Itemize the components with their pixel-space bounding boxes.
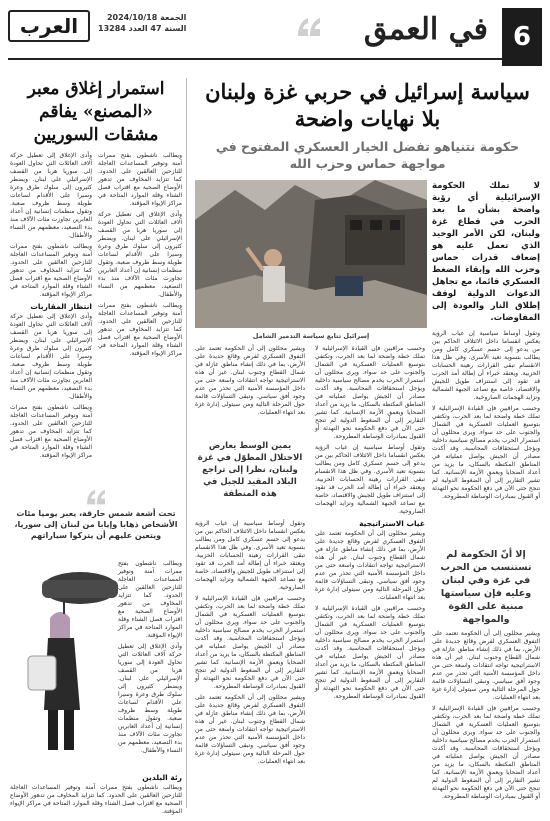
column-text: وتقول أوساط سياسية إن غياب الرؤية يعكس انقساما داخل الائتلاف الحاكم بين من يدعو إلى حسم عسكري كامل ومن يطالب بتسوية تعيد الأسرى. وفي ظل هذا الانقسام تبقى القرارات رهينة الحسابات الحزبية. ويعتقد خبراء أن إطالة أمد الحرب قد تقود إلى استنزاف طويل للجيش والاقتصاد، خاصة مع تصاعد الجبهة الشمالية وتزايد الهجمات الصاروخية. (195, 520, 305, 591)
issue-line: السنة 47 العدد 13284 (98, 24, 187, 33)
pull-quote-text: تحت أشعة شمس حارقة، يعبر يوميا مئات الأشخاص ذهابا وإيابا من لبنان إلى سوريا، ويتعين عليهم أن يتركوا سياراتهم (14, 509, 178, 540)
main-subtitle: حكومة نتنياهو تفضل الخيار العسكري المفتوح في مواجهة حماس وحزب الله (215, 139, 520, 171)
column-text: ويشير محللون إلى أن الحكومة تعتمد على التفوق العسكري لفرض وقائع جديدة على الأرض، بما في ذلك إنشاء مناطق عازلة في شمال القطاع وجنوب لبنان. غير أن هذه الاستراتيجية تواجه انتقادات واسعة حتى من داخل المؤسسة الأمنية التي تحذر من عدم وجود أفق سياسي. وتبقى التساؤلات قائمة حول المرحلة التالية ومن سيتولى إدارة غزة بعد انتهاء العمليات. (432, 630, 540, 701)
column-text: وأدى الإغلاق إلى تعطيل حركة آلاف العائلات التي تحاول العودة إلى سوريا هربا من القصف الإسرائيلي على لبنان. ويضطر كثيرون إلى سلوك طرق وعرة وسيرا على الأقدام لساعات طويلة وسط ظروف صعبة. وتقول منظمات إنسانية إن أعداد العابرين تجاوزت مئات الآلاف منذ بدء التصعيد، معظمهم من النساء والأطفال. (118, 643, 182, 754)
pull-quote (432, 548, 540, 626)
column-text: ويطالب ناشطون بفتح ممرات آمنة وتوفير المساعدات العاجلة للنازحين العالقين على الحدود. كما تتزايد المخاوف من تدهور الأوضاع الصحية مع اقتراب فصل الشتاء وقلة الموارد المتاحة في مراكز الإيواء المؤقتة. (10, 784, 182, 815)
date-line: الجمعة 2024/10/18 (106, 13, 187, 22)
newspaper-logo: العرب (8, 10, 90, 42)
article-photo (195, 180, 427, 328)
column-text: وحسب مراقبين فإن القيادة الإسرائيلية لا تملك خطة واضحة لما بعد الحرب، وتكتفي بتوسيع العمليات العسكرية في الشمال والجنوب على حد سواء. ويرى محللون أن استمرار الحرب يخدم مصالح سياسية داخلية ويؤجل استحقاقات المحاسبة. وقد أكدت مصادر أن الجيش يواصل عملياته في المناطق المكتظة بالسكان، ما يزيد من أعداد الضحايا ويعمق الأزمة الإنسانية. كما تشير التقارير إلى أن الضغوط الدولية لم تنجح حتى الآن في دفع الحكومة نحو التهدئة أو القبول بمبادرات الوساطة المطروحة. (315, 605, 425, 700)
pull-quote (10, 508, 182, 541)
column-text: ويشير محللون إلى أن الحكومة تعتمد على التفوق العسكري لفرض وقائع جديدة على الأرض، بما في ذلك إنشاء مناطق عازلة في شمال القطاع وجنوب لبنان. غير أن هذه الاستراتيجية تواجه انتقادات واسعة حتى من داخل المؤسسة الأمنية التي تحذر من عدم وجود أفق سياسي. وتبقى التساؤلات قائمة حول المرحلة التالية ومن سيتولى إدارة غزة بعد انتهاء العمليات. (195, 694, 305, 765)
column-text: وحسب مراقبين فإن القيادة الإسرائيلية لا تملك خطة واضحة لما بعد الحرب، وتكتفي بتوسيع العمليات العسكرية في الشمال والجنوب على حد سواء. ويرى محللون أن استمرار الحرب يخدم مصالح سياسية داخلية ويؤجل استحقاقات المحاسبة. وقد أكدت مصادر أن الجيش يواصل عملياته في المناطق المكتظة بالسكان، ما يزيد من أعداد الضحايا ويعمق الأزمة الإنسانية. كما تشير التقارير إلى أن الضغوط الدولية لم تنجح حتى الآن في دفع الحكومة نحو التهدئة أو القبول بمبادرات الوساطة المطروحة. (315, 345, 425, 440)
pull-quote-text: إلا أنّ الحكومة لم تستنسب من الحرب في غزة وفي لبنان وعليه فإن سياستها مبنية على القوة والمواجهة (440, 549, 532, 625)
article-column (432, 630, 540, 810)
column-text: وتقول أوساط سياسية إن غياب الرؤية يعكس انقساما داخل الائتلاف الحاكم بين من يدعو إلى حسم عسكري كامل ومن يطالب بتسوية تعيد الأسرى. وفي ظل هذا الانقسام تبقى القرارات رهينة الحسابات الحزبية. ويعتقد خبراء أن إطالة أمد الحرب قد تقود إلى استنزاف طويل للجيش والاقتصاد، خاصة مع تصاعد الجبهة الشمالية وتزايد الهجمات الصاروخية. (315, 444, 425, 515)
column-text: ويطالب ناشطون بفتح ممرات آمنة وتوفير المساعدات العاجلة للنازحين العالقين على الحدود. كما تتزايد المخاوف من تدهور الأوضاع الصحية مع اقتراب فصل الشتاء وقلة الموارد المتاحة في مراكز الإيواء المؤقتة. (98, 302, 182, 357)
pull-quote-text: يمين الوسط يعارض الاحتلال المطوّل في غزة ولبنان، نظرا إلى تراجع البلاد المقيد للجبل في هذه المنطقة (197, 441, 303, 499)
quote-icon (85, 488, 107, 506)
column-text: وأدى الإغلاق إلى تعطيل حركة آلاف العائلات التي تحاول العودة إلى سوريا هربا من القصف الإسرائيلي على لبنان. ويضطر كثيرون إلى سلوك طرق وعرة وسيرا على الأقدام لساعات طويلة وسط ظروف صعبة. وتقول منظمات إنسانية إن أعداد العابرين تجاوزت مئات الآلاف منذ بدء التصعيد، معظمهم من النساء والأطفال. (98, 211, 182, 298)
pull-quote (195, 440, 305, 500)
article-column (195, 520, 305, 810)
side-article-column (10, 152, 92, 482)
column-text: ويطالب ناشطون بفتح ممرات آمنة وتوفير المساعدات العاجلة للنازحين العالقين على الحدود. كما تتزايد المخاوف من تدهور الأوضاع الصحية مع اقتراب فصل الشتاء وقلة الموارد المتاحة في مراكز الإيواء المؤقتة. (10, 404, 92, 459)
section-title: في العمق (363, 12, 488, 47)
main-headline: سياسة إسرائيل في حربي غزة ولبنان بلا نهايات واضحة (205, 79, 530, 131)
article-column (432, 330, 540, 500)
side-article-column (98, 152, 182, 482)
photo-caption: إسرائيل تتابع سياسة التدمير الشامل (252, 332, 370, 340)
page-number: 6 (502, 8, 542, 66)
article-lead: لا تملك الحكومة الإسرائيلية أي رؤية واضحة بشأن ما بعد الحرب في قطاع غزة ولبنان، لكن الأمر الوحيد الذي تعمل عليه هو إضعاف قدرات حماس وحزب الله وإبقاء الضغط العسكري قائما، مع تجاهل الدعوات الدولية لوقف إطلاق النار والعودة إلى المفاوضات. (432, 181, 540, 323)
traveler-illustration (18, 560, 128, 760)
section-subhead: غياب الاستراتيجية (359, 519, 425, 528)
column-text: ويطالب ناشطون بفتح ممرات آمنة وتوفير المساعدات العاجلة للنازحين العالقين على الحدود. كما تتزايد المخاوف من تدهور الأوضاع الصحية مع اقتراب فصل الشتاء وقلة الموارد المتاحة في مراكز الإيواء المؤقتة. (98, 152, 182, 207)
section-subhead: رئة البلدين (142, 773, 182, 782)
column-text: وأدى الإغلاق إلى تعطيل حركة آلاف العائلات التي تحاول العودة إلى سوريا هربا من القصف الإسرائيلي على لبنان. ويضطر كثيرون إلى سلوك طرق وعرة وسيرا على الأقدام لساعات طويلة وسط ظروف صعبة. وتقول منظمات إنسانية إن أعداد العابرين تجاوزت مئات الآلاف منذ بدء التصعيد، معظمهم من النساء والأطفال. (10, 152, 92, 239)
issue-info (98, 12, 186, 34)
column-text: ويطالب ناشطون بفتح ممرات آمنة وتوفير المساعدات العاجلة للنازحين العالقين على الحدود. كما تتزايد المخاوف من تدهور الأوضاع الصحية مع اقتراب فصل الشتاء وقلة الموارد المتاحة في مراكز الإيواء المؤقتة. (118, 560, 182, 639)
column-text: وأدى الإغلاق إلى تعطيل حركة آلاف العائلات التي تحاول العودة إلى سوريا هربا من القصف الإسرائيلي على لبنان. ويضطر كثيرون إلى سلوك طرق وعرة وسيرا على الأقدام لساعات طويلة وسط ظروف صعبة. وتقول منظمات إنسانية إن أعداد العابرين تجاوزت مئات الآلاف منذ بدء التصعيد، معظمهم من النساء والأطفال. (10, 313, 92, 400)
side-article-column (10, 770, 182, 815)
column-text: ويشير محللون إلى أن الحكومة تعتمد على التفوق العسكري لفرض وقائع جديدة على الأرض، بما في ذلك إنشاء مناطق عازلة في شمال القطاع وجنوب لبنان. غير أن هذه الاستراتيجية تواجه انتقادات واسعة حتى من داخل المؤسسة الأمنية التي تحذر من عدم وجود أفق سياسي. وتبقى التساؤلات قائمة حول المرحلة التالية ومن سيتولى إدارة غزة بعد انتهاء العمليات. (195, 345, 305, 416)
article-column (195, 345, 305, 435)
column-divider (186, 78, 187, 808)
column-text: وحسب مراقبين فإن القيادة الإسرائيلية لا تملك خطة واضحة لما بعد الحرب، وتكتفي بتوسيع العمليات العسكرية في الشمال والجنوب على حد سواء. ويرى محللون أن استمرار الحرب يخدم مصالح سياسية داخلية ويؤجل استحقاقات المحاسبة. وقد أكدت مصادر أن الجيش يواصل عملياته في المناطق المكتظة بالسكان، ما يزيد من أعداد الضحايا ويعمق الأزمة الإنسانية. كما تشير التقارير إلى أن الضغوط الدولية لم تنجح حتى الآن في دفع الحكومة نحو التهدئة أو القبول بمبادرات الوساطة المطروحة. (432, 705, 540, 800)
section-subhead: انتظار المقاربات (30, 302, 92, 311)
column-text: وحسب مراقبين فإن القيادة الإسرائيلية لا تملك خطة واضحة لما بعد الحرب، وتكتفي بتوسيع العمليات العسكرية في الشمال والجنوب على حد سواء. ويرى محللون أن استمرار الحرب يخدم مصالح سياسية داخلية ويؤجل استحقاقات المحاسبة. وقد أكدت مصادر أن الجيش يواصل عملياته في المناطق المكتظة بالسكان، ما يزيد من أعداد الضحايا ويعمق الأزمة الإنسانية. كما تشير التقارير إلى أن الضغوط الدولية لم تنجح حتى الآن في دفع الحكومة نحو التهدئة أو القبول بمبادرات الوساطة المطروحة. (195, 595, 305, 690)
side-headline-block (10, 78, 182, 147)
column-text: ويشير محللون إلى أن الحكومة تعتمد على التفوق العسكري لفرض وقائع جديدة على الأرض، بما في ذلك إنشاء مناطق عازلة في شمال القطاع وجنوب لبنان. غير أن هذه الاستراتيجية تواجه انتقادات واسعة حتى من داخل المؤسسة الأمنية التي تحذر من عدم وجود أفق سياسي. وتبقى التساؤلات قائمة حول المرحلة التالية ومن سيتولى إدارة غزة بعد انتهاء العمليات. (315, 530, 425, 601)
column-text: ويطالب ناشطون بفتح ممرات آمنة وتوفير المساعدات العاجلة للنازحين العالقين على الحدود. كما تتزايد المخاوف من تدهور الأوضاع الصحية مع اقتراب فصل الشتاء وقلة الموارد المتاحة في مراكز الإيواء المؤقتة. (10, 243, 92, 298)
side-article-column (118, 560, 182, 780)
article-column (315, 345, 425, 810)
header-rule (8, 58, 502, 60)
column-text: وحسب مراقبين فإن القيادة الإسرائيلية لا تملك خطة واضحة لما بعد الحرب، وتكتفي بتوسيع العمليات العسكرية في الشمال والجنوب على حد سواء. ويرى محللون أن استمرار الحرب يخدم مصالح سياسية داخلية ويؤجل استحقاقات المحاسبة. وقد أكدت مصادر أن الجيش يواصل عملياته في المناطق المكتظة بالسكان، ما يزيد من أعداد الضحايا ويعمق الأزمة الإنسانية. كما تشير التقارير إلى أن الضغوط الدولية لم تنجح حتى الآن في دفع الحكومة نحو التهدئة أو القبول بمبادرات الوساطة المطروحة. (432, 405, 540, 500)
main-headline-block (195, 78, 540, 172)
column-text: وتقول أوساط سياسية إن غياب الرؤية يعكس انقساما داخل الائتلاف الحاكم بين من يدعو إلى حسم عسكري كامل ومن يطالب بتسوية تعيد الأسرى. وفي ظل هذا الانقسام تبقى القرارات رهينة الحسابات الحزبية. ويعتقد خبراء أن إطالة أمد الحرب قد تقود إلى استنزاف طويل للجيش والاقتصاد، خاصة مع تصاعد الجبهة الشمالية وتزايد الهجمات الصاروخية. (432, 330, 540, 401)
page-header (8, 8, 542, 66)
quote-icon (296, 16, 322, 38)
side-headline: استمرار إغلاق معبر «المصنع» يفاقم مشقات السوريين (27, 79, 165, 145)
